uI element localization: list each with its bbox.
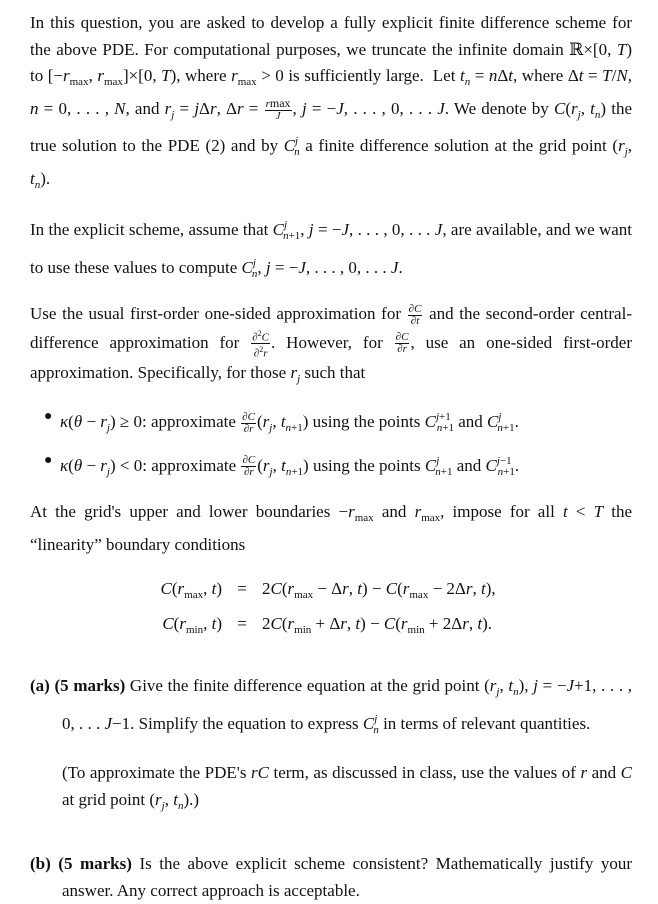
explicit-paragraph: In the explicit scheme, assume that $C^j_{n+1}$, j = −J, . . . , 0, . . . J, are available, and we want to use these values to compute $C^j_n$, j = −J, . . . , 0, . . . J.: [30, 219, 632, 280]
approx-conditions-list: [30, 404, 632, 485]
eq2-rhs: $2C(r_{min} + \Delta r$, $t) - C(r_{min} + 2\Delta r$, t).: [262, 613, 492, 636]
eq1-lhs: $C(r_{max}$, t): [160, 579, 222, 602]
part-a: (a) (5 marks) Give the finite difference equation at the grid point ($r_j$, $t_n$), j = −J+1, . . . , 0, . . . J−1. Simplify the equation to express $C^j_n$ in terms of relevant quantities.: [30, 676, 633, 736]
condition-nonnegative: ● $\kappa(\theta - r_j) \ge 0$: approximate $\frac{\partial C}{\partial r}$ ($r_j$, $t_{n+1}$) using the points $C^{j+1}_{n+1}$ and $C^j_{n+1}$.: [44, 409, 519, 435]
eq2-equals: =: [237, 613, 247, 633]
approx-paragraph: Use the usual first-order one-sided approximation for $\frac{\partial C}{\partial t}$ and the second-order central-difference approximation for $\frac{\partial^2C}{\partial^2r}$ . However, for $\frac{\partial C}{\partial r}$ , use an one-sided first-order approximation. Specifically, for those $r_j$ such that: [30, 302, 632, 385]
intro-paragraph: In this question, you are asked to develop a fully explicit finite difference scheme for the above PDE. For computational purposes, we truncate the infinite domain ℝ×[0, T) to [$-r_{max}$, $r_{max}]\times[0$, T), where $r_{max} > 0$ is sufficiently large. Let $t_n = n\Delta t$, where Δt = T/N, n = 0, . . . , N, and $r_j = j\Delta r$, Δr = $\frac{rmax}{J}$ , j = −J, . . . , 0, . . . J. We denote by $C(r_j$, $t_n$) the true solution to the PDE (2) and by $C^j_n$ a finite difference solution at the grid point ($r_j$, $t_n$).: [30, 13, 632, 191]
eq1-rhs: $2C(r_{max} - \Delta r$, $t) - C(r_{max} - 2\Delta r$, t),: [262, 579, 496, 602]
eq2-lhs: $C(r_{min}$, t): [162, 613, 222, 636]
eq1-equals: =: [237, 579, 247, 599]
part-b: (b) (5 marks) Is the above explicit scheme consistent? Mathematically justify your answer. Any correct approach is acceptable.: [30, 854, 632, 900]
part-a-note: (To approximate the PDE's rC term, as discussed in class, use the values of r and C at grid point ($r_j$, $t_n$).): [62, 763, 633, 812]
boundary-paragraph: At the grid's upper and lower boundaries $-r_{max}$ and $r_{max}$, impose for all t < T the “linearity” boundary conditions: [30, 502, 633, 554]
condition-negative: ● $\kappa(\theta - r_j) < 0$: approximate $\frac{\partial C}{\partial r}$ ($r_j$, $t_{n+1}$) using the points $C^j_{n+1}$ and $C^{j-1}_{n+1}$.: [44, 452, 520, 479]
boundary-equations: [130, 576, 632, 643]
